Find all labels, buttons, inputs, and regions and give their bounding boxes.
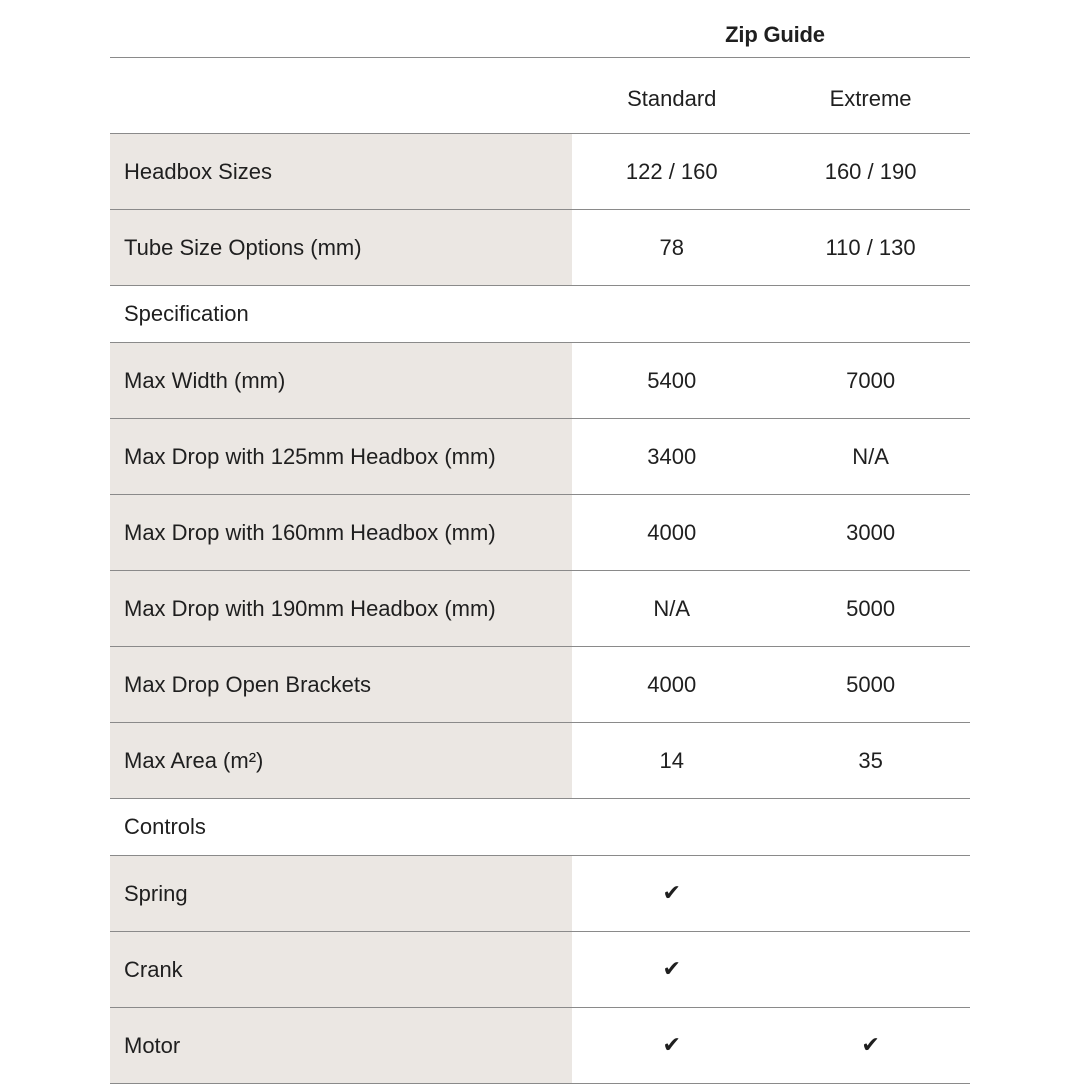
section-label: Specification [124, 301, 249, 326]
cell-extreme: 5000 [846, 595, 896, 621]
title-row [110, 0, 970, 58]
table-title: Zip Guide [725, 22, 825, 47]
header-spacer [110, 58, 572, 133]
row-label: Headbox Sizes [110, 134, 572, 209]
cell-standard: 78 [659, 234, 684, 260]
section-header-row [110, 286, 970, 343]
cell-standard: 4000 [647, 519, 697, 545]
row-label: Motor [110, 1008, 572, 1083]
check-icon: ✔ [662, 881, 681, 906]
row-label: Max Drop with 125mm Headbox (mm) [110, 419, 572, 494]
row-label: Max Drop with 190mm Headbox (mm) [110, 571, 572, 646]
table-row [110, 932, 970, 1008]
check-icon: ✔ [662, 1033, 681, 1058]
cell-standard: N/A [653, 595, 691, 621]
cell-extreme [771, 932, 970, 1007]
cell-standard: 3400 [647, 443, 697, 469]
row-label: Max Drop with 160mm Headbox (mm) [110, 495, 572, 570]
cell-standard: 14 [659, 747, 684, 773]
table-row [110, 210, 970, 286]
table-row [110, 723, 970, 799]
row-label: Max Drop Open Brackets [110, 647, 572, 722]
cell-extreme: 3000 [846, 519, 896, 545]
row-label: Spring [110, 856, 572, 931]
cell-extreme: 160 / 190 [824, 158, 917, 184]
table-row [110, 856, 970, 932]
column-header-row [110, 58, 970, 134]
cell-extreme: 35 [858, 747, 883, 773]
check-icon: ✔ [861, 1033, 880, 1058]
row-label: Max Area (m²) [110, 723, 572, 798]
cell-standard: 4000 [647, 671, 697, 697]
section-header-row [110, 799, 970, 856]
row-label: Crank [110, 932, 572, 1007]
column-header-standard: Standard [627, 85, 717, 111]
cell-standard: 5400 [647, 367, 697, 393]
cell-extreme: 7000 [846, 367, 896, 393]
table-row [110, 571, 970, 647]
spec-table [110, 0, 970, 1084]
cell-extreme [771, 856, 970, 931]
section-label: Controls [124, 814, 206, 839]
cell-standard: 122 / 160 [625, 158, 718, 184]
table-row [110, 419, 970, 495]
table-row [110, 647, 970, 723]
table-row [110, 343, 970, 419]
cell-extreme: 110 / 130 [825, 234, 916, 260]
cell-extreme: N/A [852, 443, 889, 469]
row-label: Tube Size Options (mm) [110, 210, 572, 285]
cell-extreme: 5000 [846, 671, 896, 697]
table-row [110, 1008, 970, 1084]
table-row [110, 495, 970, 571]
table-body [110, 134, 970, 1084]
check-icon: ✔ [662, 957, 681, 982]
table-row [110, 134, 970, 210]
column-header-extreme: Extreme [829, 85, 912, 111]
row-label: Max Width (mm) [110, 343, 572, 418]
